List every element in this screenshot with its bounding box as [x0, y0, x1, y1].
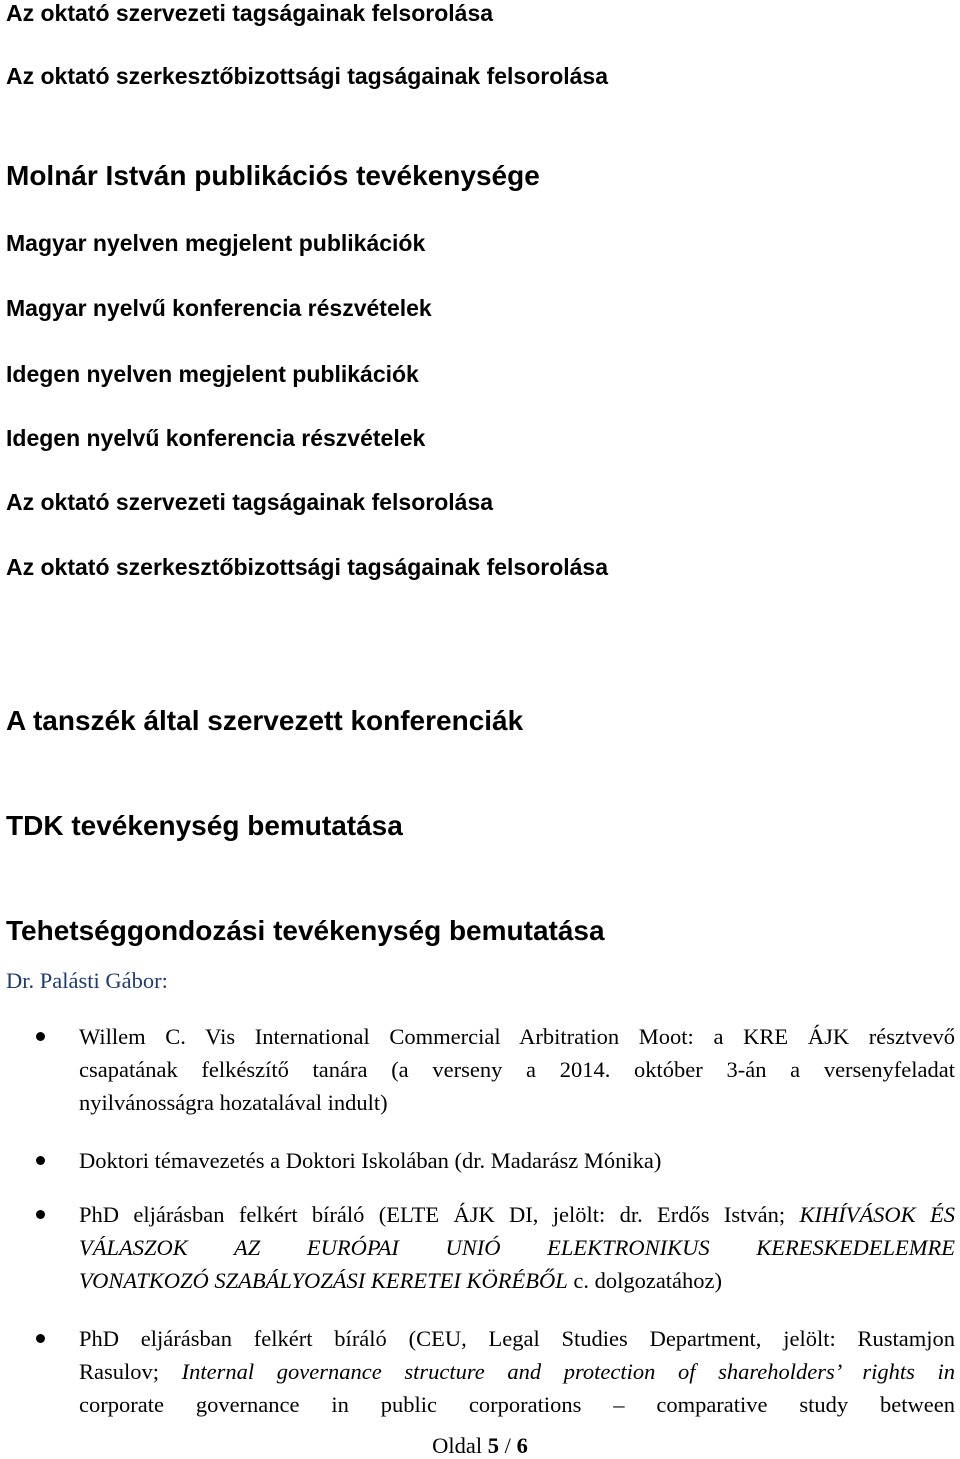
footer-prefix: Oldal [432, 1433, 483, 1458]
bullet-4-line-1: PhD eljárásban felkért bíráló (CEU, Legal Studies Department, jelölt: Rustamjon [79, 1326, 955, 1351]
bullet-3-line-2-italic: VÁLASZOK AZ EURÓPAI UNIÓ ELEKTRONIKUS KERESKEDELEMRE [79, 1235, 955, 1260]
bullet-dot [36, 1156, 45, 1165]
bullet-dot [36, 1032, 45, 1041]
bullet-3-line-1 [79, 1198, 955, 1231]
bullet-2-line-1: Doktori témavezetés a Doktori Iskolában (dr. Madarász Mónika) [79, 1148, 662, 1173]
pub-item-editorial-memberships: Az oktató szerkesztőbizottsági tagságainak felsorolása [6, 554, 609, 580]
bullet-3-line-2 [79, 1231, 955, 1264]
bullet-3-line-3-text: c. dolgozatához) [573, 1268, 723, 1293]
bullet-1-line-3: nyilvánosságra hozatalával indult) [79, 1090, 388, 1115]
footer-total-pages: 6 [516, 1433, 528, 1458]
section-title-tdk: TDK tevékenység bemutatása [6, 810, 403, 841]
bullet-4-line-2 [79, 1355, 955, 1388]
bullet-item-phd-reviewer-elte [79, 1198, 955, 1297]
bullet-dot [36, 1210, 45, 1219]
section-title-conferences: A tanszék által szervezett konferenciák [6, 705, 524, 736]
pub-item-foreign-conferences: Idegen nyelvű konferencia részvételek [6, 425, 426, 451]
bullet-3-line-3 [79, 1264, 955, 1297]
bullet-item-phd-reviewer-ceu [79, 1322, 955, 1421]
bullet-3-line-3-italic: VONATKOZÓ SZABÁLYOZÁSI KERETEI KÖRÉBŐL [79, 1268, 568, 1293]
pub-item-org-memberships: Az oktató szervezeti tagságainak felsorolása [6, 489, 494, 515]
footer-current-page: 5 [487, 1433, 500, 1458]
bullet-item-doctoral-supervision [79, 1144, 955, 1177]
heading-org-memberships-top: Az oktató szervezeti tagságainak felsorolása [6, 0, 494, 26]
bullet-4-line-3: corporate governance in public corporations – comparative study between [79, 1392, 955, 1417]
bullet-4-line-2-italic: Internal governance structure and protection of shareholders’ rights in [181, 1359, 955, 1384]
pub-item-hu-publications: Magyar nyelven megjelent publikációk [6, 230, 426, 256]
bullet-1-line-1: Willem C. Vis International Commercial Arbitration Moot: a KRE ÁJK résztvevő [79, 1024, 955, 1049]
person-name: Dr. Palásti Gábor: [6, 968, 168, 993]
bullet-item-vis-moot [79, 1020, 955, 1119]
pub-item-hu-conferences: Magyar nyelvű konferencia részvételek [6, 295, 432, 321]
bullet-dot [36, 1334, 45, 1343]
bullet-1-line-2: csapatának felkészítő tanára (a verseny a 2014. október 3-án a versenyfeladat [79, 1057, 955, 1082]
section-title-talent: Tehetséggondozási tevékenység bemutatása [6, 915, 605, 946]
section-title-publications: Molnár István publikációs tevékenysége [6, 160, 540, 191]
pub-item-foreign-publications: Idegen nyelven megjelent publikációk [6, 361, 419, 387]
bullet-4-line-2-text: Rasulov; [79, 1359, 160, 1384]
page-footer [0, 1433, 960, 1459]
heading-editorial-memberships-top: Az oktató szerkesztőbizottsági tagságainak felsorolása [6, 63, 609, 89]
bullet-3-line-1-text: PhD eljárásban felkért bíráló (ELTE ÁJK DI, jelölt: dr. Erdős István; [79, 1202, 786, 1227]
footer-separator: / [504, 1433, 511, 1458]
bullet-3-line-1-italic: KIHÍVÁSOK ÉS [799, 1202, 956, 1227]
